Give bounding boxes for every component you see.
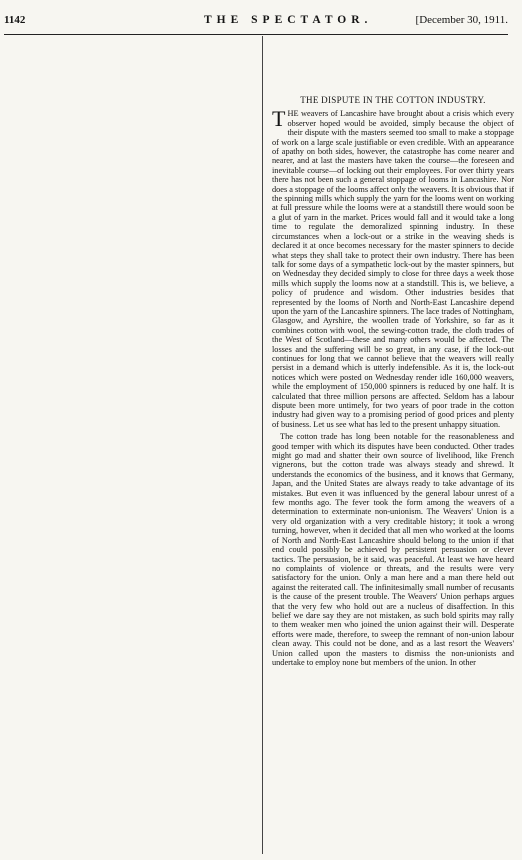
header-rule: [4, 34, 508, 35]
article-title: THE DISPUTE IN THE COTTON INDUSTRY.: [300, 95, 486, 105]
drop-cap: T: [272, 106, 286, 132]
masthead-title: THE SPECTATOR.: [204, 14, 373, 26]
issue-date: [December 30, 1911.: [415, 14, 508, 26]
page-header: [4, 14, 508, 30]
article-paragraph-1: [272, 106, 515, 429]
column-divider: [262, 36, 263, 854]
page-number: 1142: [4, 14, 26, 26]
article-paragraph-2: The cotton trade has long been notable for the reasonableness and good temper with which its disputes have been conducted. Other trades might go mad and shatter their own source of livelihood, like French vignerons, but the cotton trade was always steady and shrewd. It understands the economics of the business, and it knows that Germany, Japan, and the United States are always ready to take advantage of its mistakes. But even it was influenced by the general labour unrest of a few months ago. The fever took the form among the weavers of a determination to exterminate non-unionism. The Weavers' Union is a very old organization with a very creditable history; it took a wrong turning, however, when it decided that all men who worked at the looms of North and North-East Lancashire should belong to the union if that end could possibly be achieved by persistent persuasion or clever tactics. The persuasion, be it said, was peaceful. At least we have heard no complaints of violence or threats, and the results were very satisfactory for the union. Only a man here and a man there held out against the reiterated call. The infinitesimally small number of recusants is the cause of the present trouble. The Weavers' Union perhaps argues that the very few who hold out are a nucleus of disaffection. In this belief we dare say they are not mistaken, as such bold spirits may rally to them weaker men who joined the union against their will. Desperate efforts were made, therefore, to sweep the remnant of non-union labour clean away. This could not be done, and as a last resort the Weavers' Union called upon the masters to dismiss the non-unionists and undertake to employ none but members of the union. In other: [272, 432, 514, 667]
paragraph-1-text: HE weavers of Lancashire have brought about a crisis which every observer hoped would be avoided, simply because the object of their dispute with the masters seemed too small to make a stoppage of work on a large scale justifiable or even credible. With an appearance of apathy on both sides, however, the catastrophe has come nearer and nearer, and at last the masters have taken the course—the foreseen and inevitable course—of locking out their employees. For over thirty years there has not been such a general stoppage of looms in Lancashire. Nor does a stoppage of the looms affect only the weavers. It is obvious that if the spinning mills which supply the yarn for the looms went on working at full pressure while the looms were at a standstill there would soon be a glut of yarn in the market. Prices would fall and it would take a long time to regulate the demoralized spinning industry. In these circumstances when a lock-out or a strike in the weaving sheds is declared it at once becomes necessary for the master spinners to decide what steps they shall take to protect their own industry. There has been talk for some days of a sympathetic lock-out by the master spinners, but on Wednesday they decided simply to close for three days a week those mills which supply the looms now at a standstill. This is, we believe, a policy of prudence and wisdom. Other industries besides that represented by the looms of North and North-East Lancashire depend upon the yarn of the Lancashire spinners. The lace trades of Nottingham, Glasgow, and Ayrshire, the woollen trade of Yorkshire, so far as it combines cotton with wool, the sewing-cotton trade, the cloth trades of the West of Scotland—these and many others would be affected. The losses and the suffering will be so great, in any case, if the lock-out continues for long that we cannot believe that the weavers will really persist in a demand which is utterly indefensible. As it is, the lock-out notices which were posted on Wednesday render idle 160,000 weavers, while the employment of 150,000 spinners is reduced by one half. It is calculated that three million persons are affected. Seldom has a labour dispute been more untimely, for two years of poor trade in the cotton industry had given way to a promising period of good prices and plenty of business. Let us see what has led to the present unhappy situation.: [272, 109, 515, 429]
article-column: [272, 96, 514, 667]
